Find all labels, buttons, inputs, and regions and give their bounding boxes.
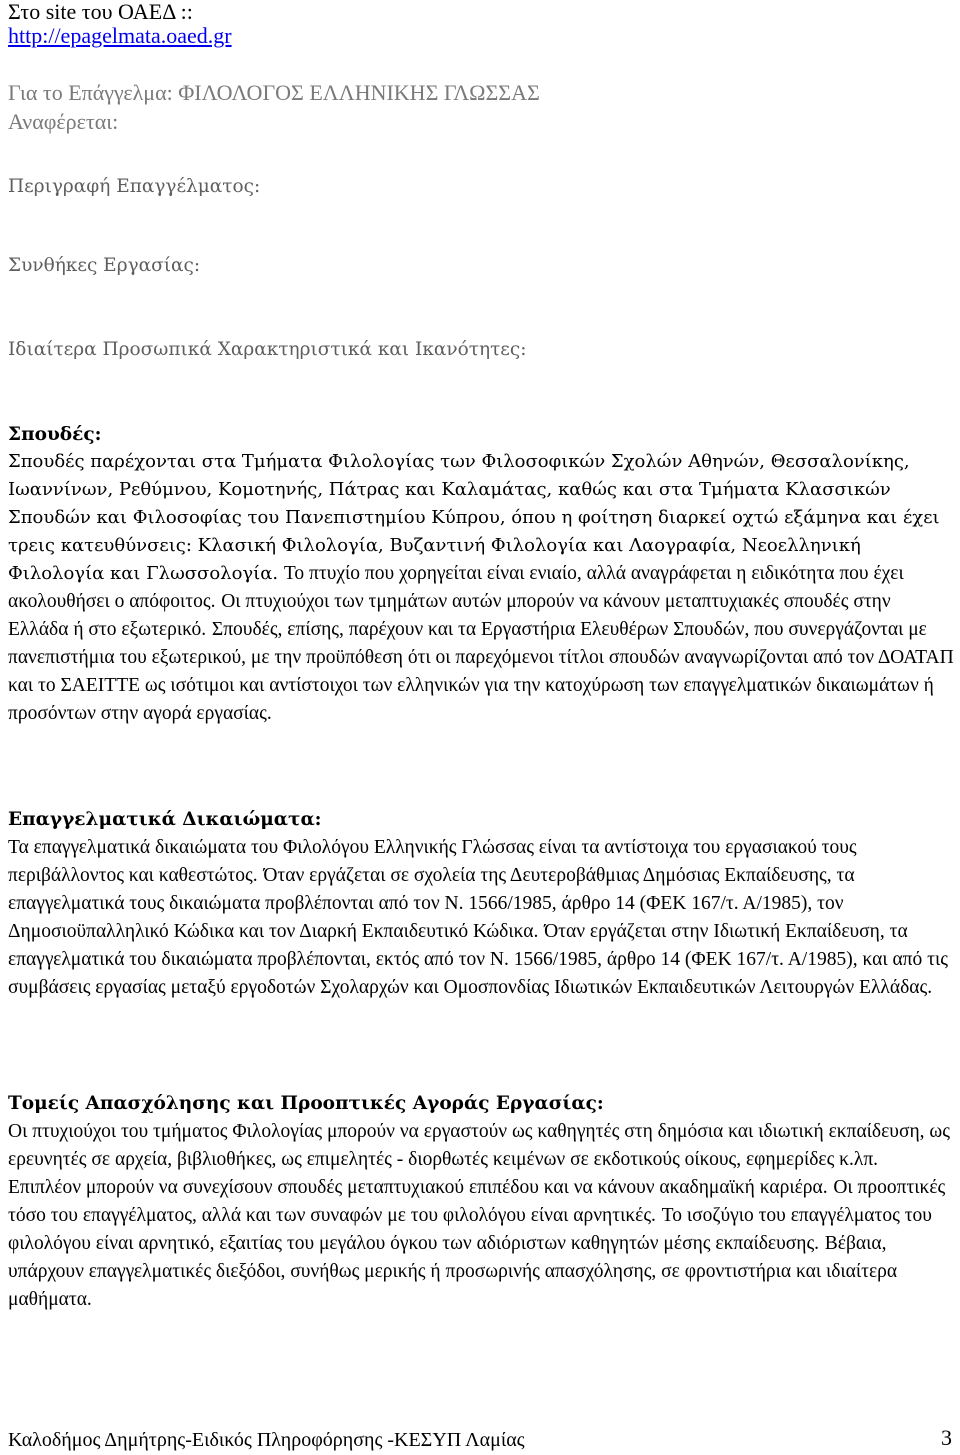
rights-body-text-2: Όταν εργάζεται σε σχολεία της Δευτεροβάθμιας Δημόσιας Εκπαίδευσης, τα επαγγελματικά τους δικαιώματα προβλέπονται από τον Ν. 1566/1985, άρθρο 14 (ΦΕΚ 167/τ. Α/1985), τον Δημοσιοϋπαλληλικό Κώδικα και τον Διαρκή Εκπαιδευτικό Κώδικα. xyxy=(8,865,855,942)
employment-body-text-2: Επιπλέον μπορούν να συνεχίσουν σπουδές μεταπτυχιακού επιπέδου και να κάνουν ακαδημαϊκή καριέρα. xyxy=(8,1177,828,1198)
traits-heading: Ιδιαίτερα Προσωπικά Χαρακτηριστικά και Ικανότητες: xyxy=(8,339,527,360)
employment-body-text-1: Οι πτυχιούχοι του τμήματος Φιλολογίας μπορούν να εργαστούν ως καθηγητές στη δημόσια και ιδιωτική εκπαίδευση, ως ερευνητές σε αρχεία, βιβλιοθήκες, ως επιμελητές - διορθωτές κειμένων σε εκδοτικούς οίκους, εφημερίδες κ.λπ. xyxy=(8,1121,950,1170)
studies-body-text-2: Το πτυχίο που χορηγείται είναι ενιαίο, αλλά αναγράφεται η ειδικότητα που έχει ακολουθήσει ο απόφοιτος. xyxy=(8,563,904,612)
employment-body-text-3: Οι προοπτικές τόσο του επαγγέλματος, αλλά και των συναφών με του φιλολόγου είναι αρνητικές. xyxy=(8,1177,946,1226)
rights-section xyxy=(8,806,954,1002)
profession-title: Για το Επάγγελμα: ΦΙΛΟΛΟΓΟΣ ΕΛΛΗΝΙΚΗΣ ΓΛΩΣΣΑΣ xyxy=(8,80,540,105)
studies-body-text-4: Σπουδές, επίσης, παρέχουν και τα Εργαστήρια Ελευθέρων Σπουδών, που συνεργάζονται με πανεπιστήμια του εξωτερικού, με την προϋπόθεση ότι οι παρεχόμενοι τίτλοι σπουδών αναγνωρίζονται από τον ΔΟΑΤΑΠ και το ΣΑΕΙΤΤΕ ως ισότιμοι και αντίστοιχοι των ελληνικών για την κατοχύρωση των επαγγελματικών δικαιωμάτων ή προσόντων στην αγορά εργασίας. xyxy=(8,619,954,724)
profession-block xyxy=(8,78,954,136)
employment-body-text-4: Το ισοζύγιο του επαγγέλματος του φιλολόγου είναι αρνητικό, εξαιτίας του μεγάλου όγκου των αδιόριστων καθηγητών μέσης εκπαίδευσης. xyxy=(8,1205,932,1254)
traits-section xyxy=(8,336,954,364)
employment-body xyxy=(8,1118,954,1314)
studies-body-text-3: Οι πτυχιούχοι των τμημάτων αυτών μπορούν να κάνουν μεταπτυχιακές σπουδές στην Ελλάδα ή στο εξωτερικό. xyxy=(8,591,891,640)
rights-body-text-3: Όταν εργάζεται στην Ιδιωτική Εκπαίδευση, τα επαγγελματικά του δικαιώματα προβλέπονται, εκτός από τον Ν. 1566/1985, άρθρο 14 (ΦΕΚ 167/τ. Α/1985), και από τις συμβάσεις εργασίας μεταξύ εργοδοτών Σχολαρχών και Ομοσπονδίας Ιδιωτικών Εκπαιδευτικών Λειτουργών Ελλάδας. xyxy=(8,921,948,998)
oaed-site-link[interactable]: http://epagelmata.oaed.gr xyxy=(8,23,232,48)
rights-body xyxy=(8,834,954,1002)
studies-heading: Σπουδές: xyxy=(8,424,102,445)
studies-section xyxy=(8,422,954,728)
refers-label: Αναφέρεται: xyxy=(8,109,119,134)
description-heading: Περιγραφή Επαγγέλματος: xyxy=(8,176,261,197)
rights-body-text-1: Τα επαγγελματικά δικαιώματα του Φιλολόγου Ελληνικής Γλώσσας είναι τα αντίστοιχα του εργασιακού τους περιβάλλοντος και καθεστώτος. xyxy=(8,837,857,886)
source-label: Στο site του ΟΑΕΔ :: xyxy=(8,0,193,24)
studies-body-text-1: Σπουδές παρέχονται στα Τμήματα Φιλολογίας των Φιλοσοφικών Σχολών Αθηνών, Θεσσαλονίκης, Ιωαννίνων, Ρεθύμνου, Κομοτηνής, Πάτρας και Καλαμάτας, καθώς και στα Τμήματα Κλασσικών Σπουδών και Φιλοσοφίας του Πανεπιστημίου Κύπρου, όπου η φοίτηση διαρκεί οχτώ εξάμηνα και έχει τρεις κατευθύνσεις: Κλασική Φιλολογία, Βυζαντινή Φιλολογία και Λαογραφία, Νεοελληνική Φιλολογία και Γλωσσολογία. xyxy=(8,451,940,584)
employment-heading: Τομείς Απασχόλησης και Προοπτικές Αγοράς Εργασίας: xyxy=(8,1093,604,1114)
description-section xyxy=(8,173,954,201)
source-block xyxy=(8,0,954,48)
footer-author: Καλοδήμος Δημήτρης-Ειδικός Πληροφόρησης -ΚΕΣΥΠ Λαμίας xyxy=(8,1429,525,1451)
employment-section xyxy=(8,1090,954,1314)
page-number: 3 xyxy=(941,1425,952,1450)
conditions-heading: Συνθήκες Εργασίας: xyxy=(8,255,201,276)
studies-body xyxy=(8,448,954,728)
employment-body-text-5: Βέβαια, υπάρχουν επαγγελματικές διεξόδοι, συνήθως μερικής ή προσωρινής απασχόλησης, σε φροντιστήρια και ιδιαίτερα μαθήματα. xyxy=(8,1233,898,1310)
page-footer xyxy=(8,1426,954,1454)
conditions-section xyxy=(8,252,954,280)
rights-heading: Επαγγελματικά Δικαιώματα: xyxy=(8,809,322,830)
